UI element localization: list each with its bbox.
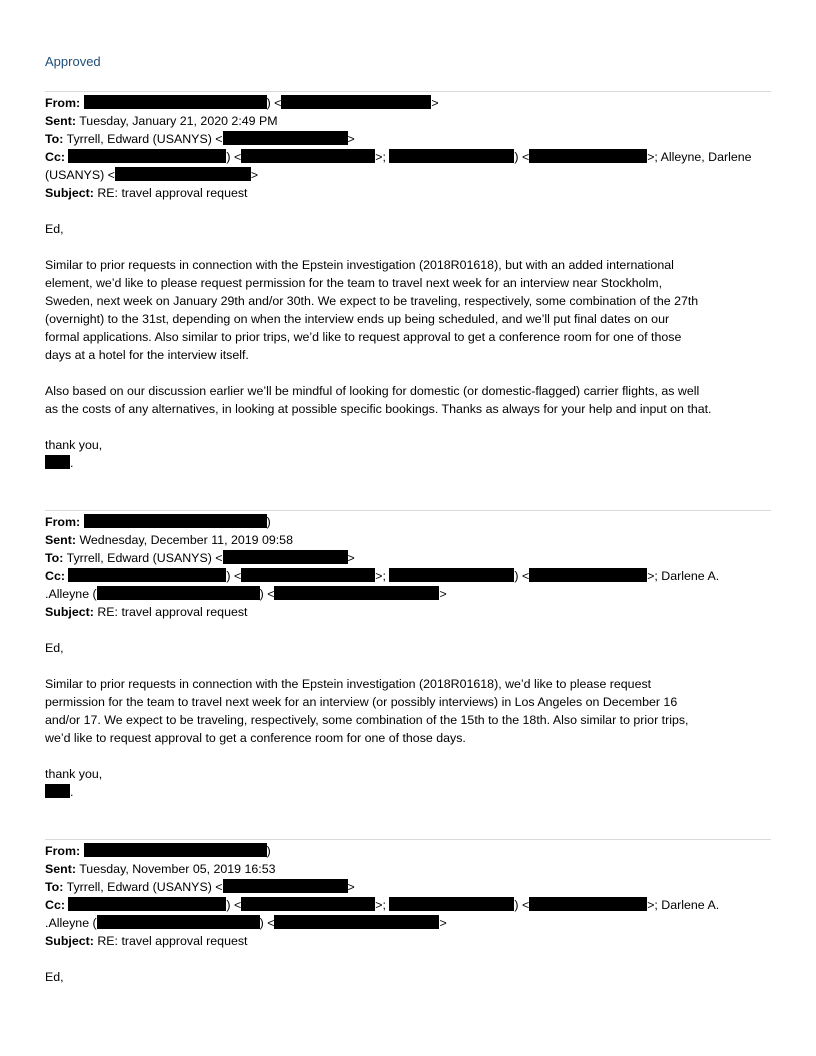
email-3 xyxy=(45,842,771,986)
from-label: From: xyxy=(45,844,81,858)
cc-line2-text: .Alleyne ( xyxy=(45,587,97,601)
signature xyxy=(45,454,771,472)
to-line xyxy=(45,549,771,567)
body-line: and/or 17. We expect to be traveling, respectively, some combination of the 15th to the 18th. Also similar to prior trips, xyxy=(45,713,689,727)
to-line xyxy=(45,130,771,148)
signature-end: . xyxy=(70,785,74,799)
subject-value: RE: travel approval request xyxy=(97,934,248,948)
redaction xyxy=(241,568,375,582)
redaction xyxy=(274,915,439,929)
greeting: Ed, xyxy=(45,641,64,655)
separator xyxy=(45,510,771,511)
cc-sep: ) < xyxy=(226,150,242,164)
from-sep: ) xyxy=(266,844,271,858)
sent-line xyxy=(45,531,771,549)
sent-label: Sent: xyxy=(45,533,76,547)
cc-tail: >; Alleyne, Darlene xyxy=(647,150,752,164)
closing: thank you, xyxy=(45,767,103,781)
sent-value: Tuesday, November 05, 2019 16:53 xyxy=(79,862,276,876)
redaction xyxy=(241,897,375,911)
cc-line xyxy=(45,896,771,914)
subject-line xyxy=(45,184,771,202)
redaction xyxy=(84,514,267,528)
cc-line2-end: > xyxy=(439,916,447,930)
redaction xyxy=(223,879,348,893)
redaction xyxy=(68,149,226,163)
redaction xyxy=(529,897,647,911)
body-paragraph-1 xyxy=(45,675,771,747)
greeting: Ed, xyxy=(45,222,64,236)
subject-line xyxy=(45,932,771,950)
redaction xyxy=(68,568,226,582)
redaction xyxy=(529,568,647,582)
cc-line2-sep: ) < xyxy=(259,587,275,601)
to-line xyxy=(45,878,771,896)
from-label: From: xyxy=(45,96,81,110)
to-label: To: xyxy=(45,551,64,565)
to-value: Tyrrell, Edward (USANYS) < xyxy=(66,132,223,146)
redaction xyxy=(115,167,251,181)
redaction xyxy=(97,915,260,929)
to-label: To: xyxy=(45,880,64,894)
cc-line-2 xyxy=(45,166,771,184)
redaction xyxy=(281,95,431,109)
subject-label: Subject: xyxy=(45,605,94,619)
subject-label: Subject: xyxy=(45,186,94,200)
cc-line2-end: > xyxy=(250,168,259,182)
body-line: permission for the team to travel next week for an interview (or possibly interviews) in Los Angeles on December 16 xyxy=(45,695,678,709)
subject-value: RE: travel approval request xyxy=(97,186,248,200)
from-line xyxy=(45,94,771,112)
sent-value: Tuesday, January 21, 2020 2:49 PM xyxy=(79,114,278,128)
subject-label: Subject: xyxy=(45,934,94,948)
body-line: element, we’d like to please request permission for the team to travel next week for an interview near Stockholm, xyxy=(45,276,663,290)
redaction xyxy=(97,586,260,600)
cc-tail: >; Darlene A. xyxy=(647,569,720,583)
to-value: Tyrrell, Edward (USANYS) < xyxy=(66,880,223,894)
signature-end: . xyxy=(70,456,74,470)
cc-line2-text: .Alleyne ( xyxy=(45,916,97,930)
from-sep: ) xyxy=(266,515,271,529)
body-line: Also based on our discussion earlier we’ll be mindful of looking for domestic (or domestic-flagged) carrier flights, as well xyxy=(45,384,700,398)
separator xyxy=(45,91,771,92)
from-line xyxy=(45,513,771,531)
redaction xyxy=(45,784,70,798)
body-line: Sweden, next week on January 29th and/or 30th. We expect to be traveling, respectively, some combination of the 27th xyxy=(45,294,699,308)
body-line: Similar to prior requests in connection with the Epstein investigation (2018R01618), but with an added international xyxy=(45,258,674,272)
redaction xyxy=(389,897,514,911)
from-end: > xyxy=(431,96,439,110)
body-line: as the costs of any alternatives, in looking at possible specific bookings. Thanks as always for your help and input on that. xyxy=(45,402,712,416)
redaction xyxy=(274,586,439,600)
redaction xyxy=(45,455,70,469)
body-line: Similar to prior requests in connection with the Epstein investigation (2018R01618), we’d like to please request xyxy=(45,677,652,691)
signature xyxy=(45,783,771,801)
body-paragraph-1 xyxy=(45,256,771,364)
greeting: Ed, xyxy=(45,970,64,984)
cc-line2-text: (USANYS) < xyxy=(45,168,115,182)
cc-sep: ) < xyxy=(514,898,530,912)
to-end: > xyxy=(347,132,355,146)
cc-sep: >; xyxy=(375,898,386,912)
cc-line xyxy=(45,148,771,166)
cc-sep: >; xyxy=(375,569,386,583)
body-line: formal applications. Also similar to prior trips, we’d like to request approval to get a conference room for one of those xyxy=(45,330,682,344)
subject-value: RE: travel approval request xyxy=(97,605,248,619)
redaction xyxy=(389,149,514,163)
to-end: > xyxy=(347,551,355,565)
from-label: From: xyxy=(45,515,81,529)
sent-line xyxy=(45,860,771,878)
cc-sep: >; xyxy=(375,150,386,164)
to-end: > xyxy=(347,880,355,894)
cc-line-2 xyxy=(45,914,771,932)
cc-label: Cc: xyxy=(45,150,65,164)
email-1 xyxy=(45,94,771,472)
from-line xyxy=(45,842,771,860)
cc-sep: ) < xyxy=(514,150,530,164)
cc-tail: >; Darlene A. xyxy=(647,898,720,912)
cc-sep: ) < xyxy=(226,898,242,912)
body-paragraph-2 xyxy=(45,382,771,418)
body-line: days at a hotel for the interview itself. xyxy=(45,348,249,362)
redaction xyxy=(529,149,647,163)
body-line: (overnight) to the 31st, depending on when the interview ends up being scheduled, and we’ll put final dates on our xyxy=(45,312,670,326)
sent-label: Sent: xyxy=(45,114,76,128)
approval-status: Approved xyxy=(45,54,101,69)
redaction xyxy=(223,131,348,145)
redaction xyxy=(84,95,267,109)
redaction xyxy=(68,897,226,911)
email-2 xyxy=(45,513,771,801)
body-line: we’d like to request approval to get a conference room for one of those days. xyxy=(45,731,466,745)
redaction xyxy=(241,149,375,163)
sent-label: Sent: xyxy=(45,862,76,876)
to-value: Tyrrell, Edward (USANYS) < xyxy=(66,551,223,565)
closing: thank you, xyxy=(45,438,103,452)
cc-line2-end: > xyxy=(439,587,447,601)
cc-sep: ) < xyxy=(514,569,530,583)
redaction xyxy=(389,568,514,582)
to-label: To: xyxy=(45,132,64,146)
cc-sep: ) < xyxy=(226,569,242,583)
cc-line2-sep: ) < xyxy=(259,916,275,930)
subject-line xyxy=(45,603,771,621)
cc-label: Cc: xyxy=(45,569,65,583)
from-sep: ) < xyxy=(266,96,282,110)
cc-line-2 xyxy=(45,585,771,603)
cc-line xyxy=(45,567,771,585)
redaction xyxy=(223,550,348,564)
sent-value: Wednesday, December 11, 2019 09:58 xyxy=(79,533,293,547)
separator xyxy=(45,839,771,840)
sent-line xyxy=(45,112,771,130)
redaction xyxy=(84,843,267,857)
cc-label: Cc: xyxy=(45,898,65,912)
